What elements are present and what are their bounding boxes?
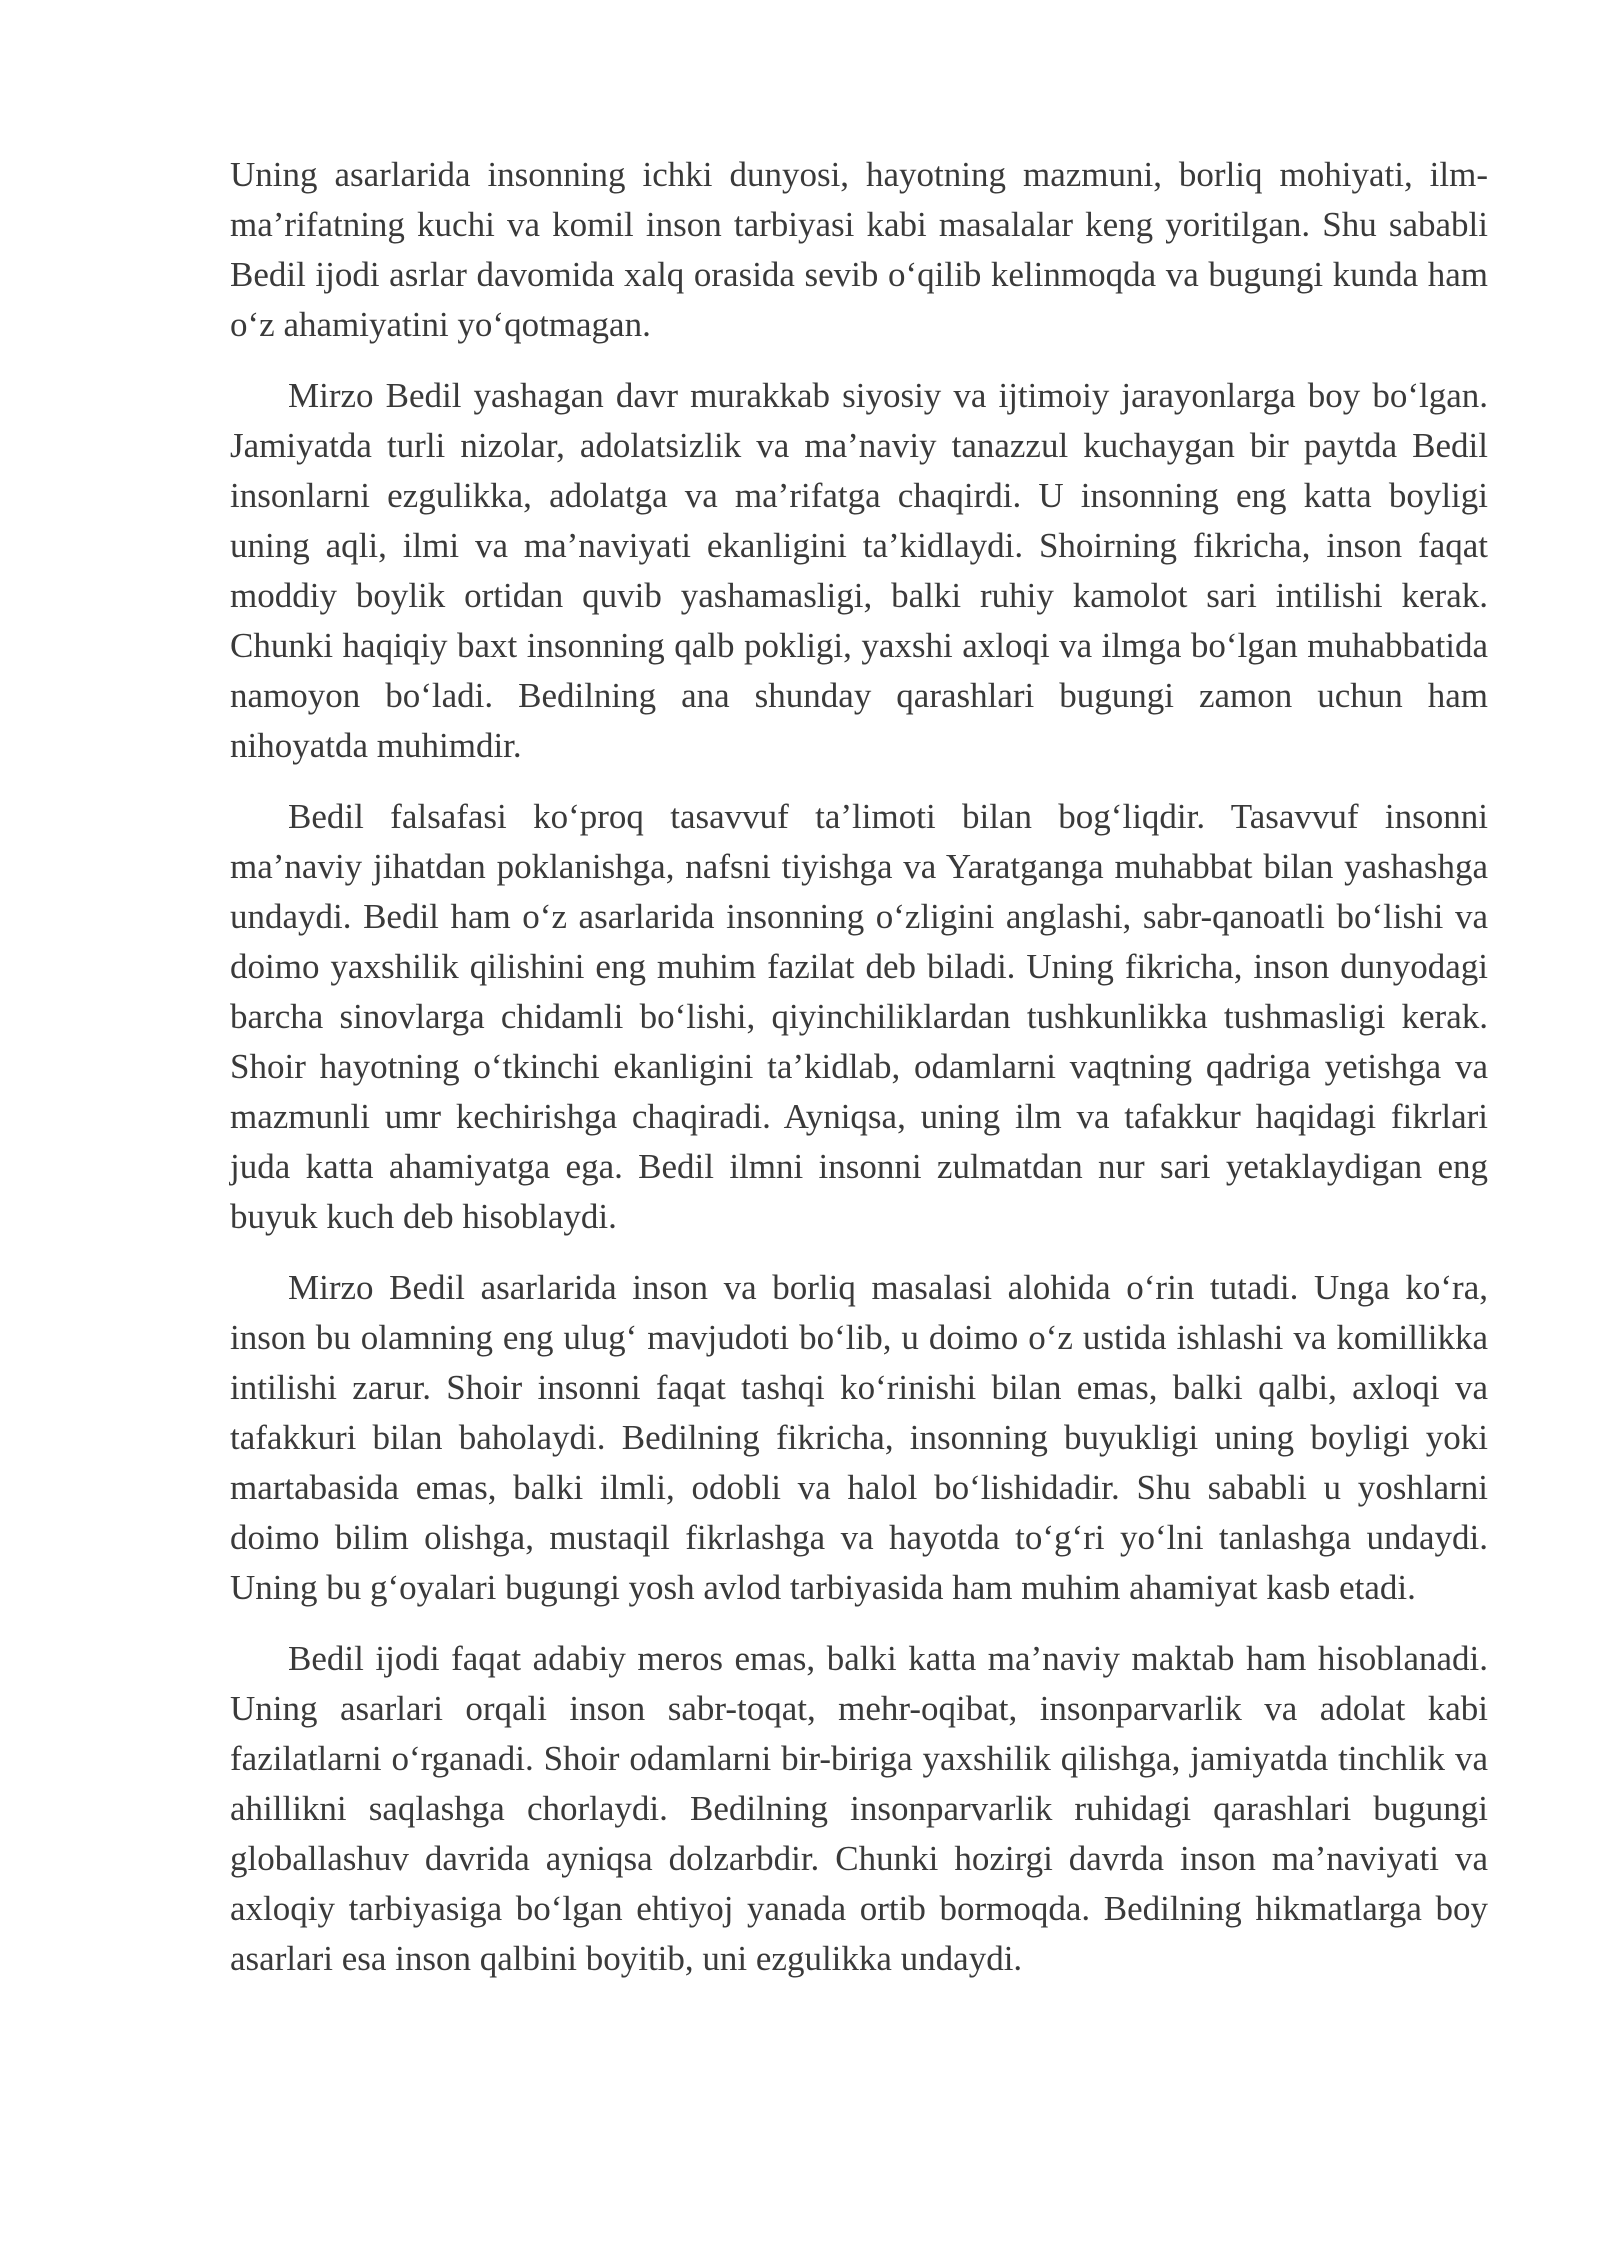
paragraph-2: Mirzo Bedil yashagan davr murakkab siyosiy va ijtimoiy jarayonlarga boy boʻlgan. Jamiyatda turli nizolar, adolatsizlik va ma’naviy tanazzul kuchaygan bir paytda Bedil insonlarni ezgulikka, adolatga va ma’rifatga chaqirdi. U insonning eng katta boyligi uning aqli, ilmi va ma’naviyati ekanligini ta’kidlaydi. Shoirning fikricha, inson faqat moddiy boylik ortidan quvib yashamasligi, balki ruhiy kamolot sari intilishi kerak. Chunki haqiqiy baxt insonning qalb pokligi, yaxshi axloqi va ilmga boʻlgan muhabbatida namoyon boʻladi. Bedilning ana shunday qarashlari bugungi zamon uchun ham nihoyatda muhimdir. (230, 376, 1488, 765)
paragraph-5: Bedil ijodi faqat adabiy meros emas, balki katta ma’naviy maktab ham hisoblanadi. Uning asarlari orqali inson sabr-toqat, mehr-oqibat, insonparvarlik va adolat kabi fazilatlarni oʻrganadi. Shoir odamlarni bir-biriga yaxshilik qilishga, jamiyatda tinchlik va ahillikni saqlashga chorlaydi. Bedilning insonparvarlik ruhidagi qarashlari bugungi globallashuv davrida ayniqsa dolzarbdir. Chunki hozirgi davrda inson ma’naviyati va axloqiy tarbiyasiga boʻlgan ehtiyoj yanada ortib bormoqda. Bedilning hikmatlarga boy asarlari esa inson qalbini boyitib, uni ezgulikka undaydi. (230, 1639, 1488, 1978)
paragraph-3: Bedil falsafasi koʻproq tasavvuf ta’limoti bilan bogʻliqdir. Tasavvuf insonni ma’naviy jihatdan poklanishga, nafsni tiyishga va Yaratganga muhabbat bilan yashashga undaydi. Bedil ham oʻz asarlarida insonning oʻzligini anglashi, sabr-qanoatli boʻlishi va doimo yaxshilik qilishini eng muhim fazilat deb biladi. Uning fikricha, inson dunyodagi barcha sinovlarga chidamli boʻlishi, qiyinchiliklardan tushkunlikka tushmasligi kerak. Shoir hayotning oʻtkinchi ekanligini ta’kidlab, odamlarni vaqtning qadriga yetishga va mazmunli umr kechirishga chaqiradi. Ayniqsa, uning ilm va tafakkur haqidagi fikrlari juda katta ahamiyatga ega. Bedil ilmni insonni zulmatdan nur sari yetaklaydigan eng buyuk kuch deb hisoblaydi. (230, 797, 1488, 1236)
paragraph-1: Uning asarlarida insonning ichki dunyosi, hayotning mazmuni, borliq mohiyati, ilm-ma’rifatning kuchi va komil inson tarbiyasi kabi masalalar keng yoritilgan. Shu sababli Bedil ijodi asrlar davomida xalq orasida sevib oʻqilib kelinmoqda va bugungi kunda ham oʻz ahamiyatini yoʻqotmagan. (230, 155, 1488, 344)
paragraph-4: Mirzo Bedil asarlarida inson va borliq masalasi alohida oʻrin tutadi. Unga koʻra, inson bu olamning eng ulugʻ mavjudoti boʻlib, u doimo oʻz ustida ishlashi va komillikka intilishi zarur. Shoir insonni faqat tashqi koʻrinishi bilan emas, balki qalbi, axloqi va tafakkuri bilan baholaydi. Bedilning fikricha, insonning buyukligi uning boyligi yoki martabasida emas, balki ilmli, odobli va halol boʻlishidadir. Shu sababli u yoshlarni doimo bilim olishga, mustaqil fikrlashga va hayotda toʻgʻri yoʻlni tanlashga undaydi. Uning bu gʻoyalari bugungi yosh avlod tarbiyasida ham muhim ahamiyat kasb etadi. (230, 1268, 1488, 1607)
document-page (230, 150, 1488, 2005)
